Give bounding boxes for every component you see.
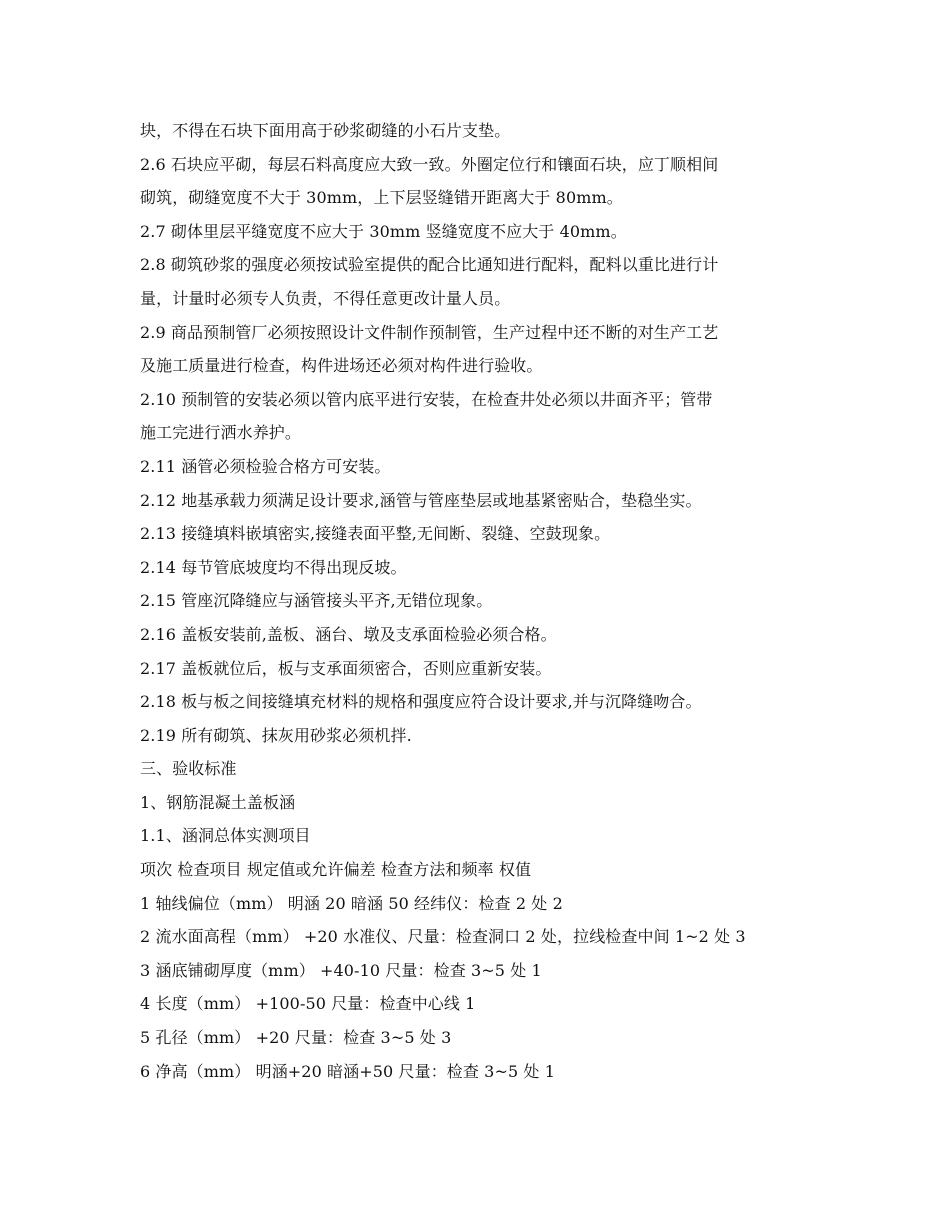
section-heading: 三、验收标准 [140,759,237,779]
table-header-row: 项次 检查项目 规定值或允许偏差 检查方法和频率 权值 [140,860,532,880]
text-line: 2.8 砌筑砂浆的强度必须按试验室提供的配合比通知进行配料，配料以重比进行计 [140,255,719,275]
text-line: 2.6 石块应平砌，每层石料高度应大致一致。外圈定位行和镶面石块，应丁顺相间 [140,154,719,174]
table-row: 5 孔径（mm） +20 尺量：检查 3~5 处 3 [140,1028,452,1048]
document-body [140,114,820,1088]
text-line: 2.15 管座沉降缝应与涵管接头平齐,无错位现象。 [140,591,493,611]
text-line: 施工完进行洒水养护。 [140,423,302,443]
text-line: 2.16 盖板安装前,盖板、涵台、墩及支承面检验必须合格。 [140,624,557,644]
text-line: 块，不得在石块下面用高于砂浆砌缝的小石片支垫。 [140,121,511,140]
text-line: 砌筑，砌缝宽度不大于 30mm，上下层竖缝错开距离大于 80mm。 [140,188,623,208]
text-line: 及施工质量进行检查，构件进场还必须对构件进行验收。 [140,356,543,376]
text-line: 2.17 盖板就位后，板与支承面须密合，否则应重新安装。 [140,658,552,678]
text-line: 2.9 商品预制管厂必须按照设计文件制作预制管，生产过程中还不断的对生产工艺 [140,322,719,342]
text-line: 2.11 涵管必须检验合格方可安装。 [140,456,391,476]
text-line: 2.19 所有砌筑、抹灰用砂浆必须机拌. [140,725,412,745]
text-line: 2.10 预制管的安装必须以管内底平进行安装，在检查井处必须以井面齐平；管带 [140,389,713,409]
table-row: 2 流水面高程（mm） +20 水准仪、尺量：检查洞口 2 处，拉线检查中间 1~2 处 3 [140,927,746,947]
text-line: 2.12 地基承载力须满足设计要求,涵管与管座垫层或地基紧密贴合，垫稳坐实。 [140,490,702,510]
table-row: 3 涵底铺砌厚度（mm） +40-10 尺量：检查 3~5 处 1 [140,960,542,980]
text-line: 2.13 接缝填料嵌填密实,接缝表面平整,无间断、裂缝、空鼓现象。 [140,524,611,544]
subsection-heading: 1、钢筋混凝土盖板涵 [140,792,296,812]
table-row: 4 长度（mm） +100-50 尺量：检查中心线 1 [140,994,476,1014]
table-row: 6 净高（mm） 明涵+20 暗涵+50 尺量：检查 3~5 处 1 [140,1061,556,1081]
table-row: 1 轴线偏位（mm） 明涵 20 暗涵 50 经纬仪：检查 2 处 2 [140,893,563,913]
text-line: 2.18 板与板之间接缝填充材料的规格和强度应符合设计要求,并与沉降缝吻合。 [140,692,702,712]
text-line: 2.14 每节管底坡度均不得出现反坡。 [140,557,407,577]
text-line: 2.7 砌体里层平缝宽度不应大于 30mm 竖缝宽度不应大于 40mm。 [140,221,627,241]
text-line: 量，计量时必须专人负责，不得任意更改计量人员。 [140,288,511,308]
subsection-heading: 1.1、涵洞总体实测项目 [140,826,311,846]
